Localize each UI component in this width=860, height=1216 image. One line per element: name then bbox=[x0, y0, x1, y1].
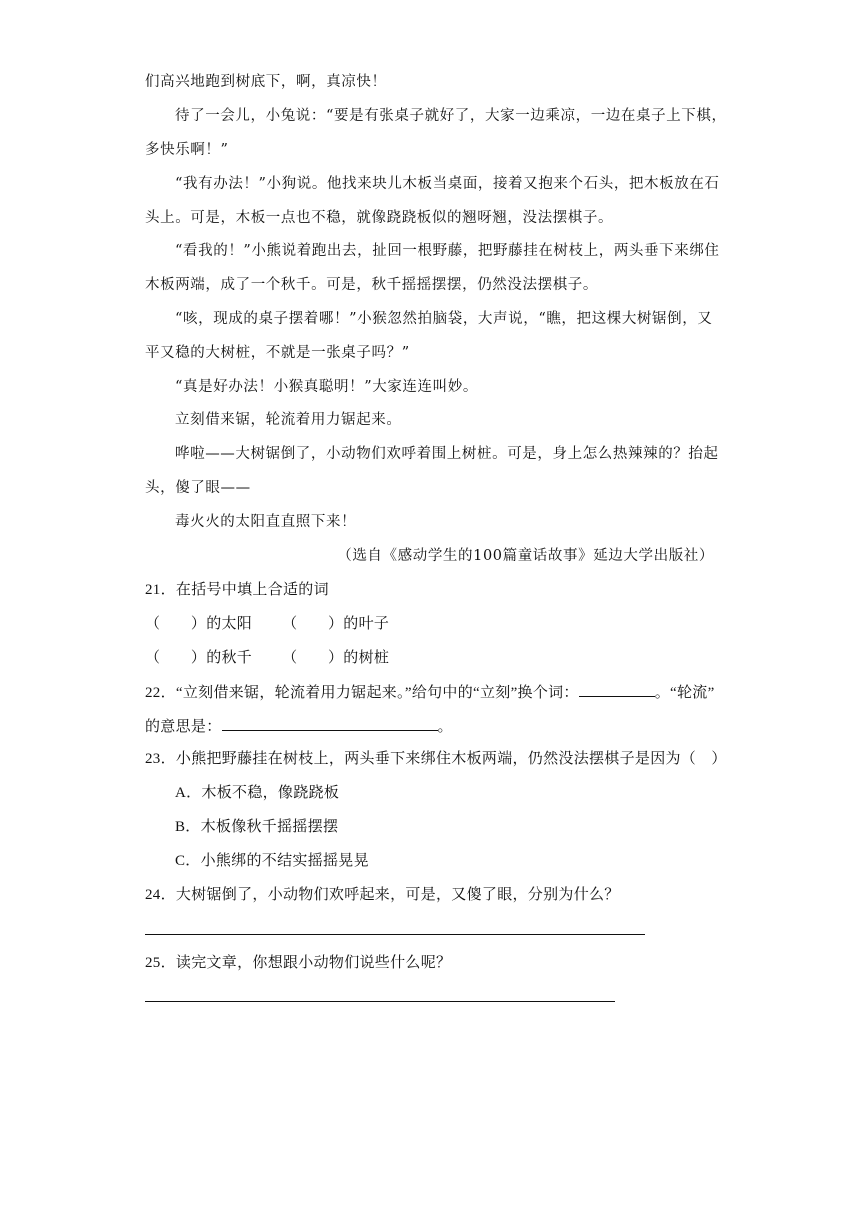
question-21-title: 21．在括号中填上合适的词 bbox=[145, 582, 329, 598]
story-line-2: 待了一会儿，小兔说：“要是有张桌子就好了，大家一边乘凉，一边在桌子上下棋， bbox=[175, 108, 727, 124]
question-25-title: 25．读完文章，你想跟小动物们说些什么呢？ bbox=[145, 955, 452, 971]
question-22-text: 22．“立刻借来锯，轮流着用力锯起来。”给句中的“立刻”换个词： bbox=[145, 685, 579, 701]
story-line-6: “看我的！”小熊说着跑出去，扯回一根野藤，把野藤挂在树枝上，两头垂下来绑住 bbox=[175, 243, 720, 259]
question-22-line-2 bbox=[145, 716, 453, 737]
question-21-row-2 bbox=[145, 648, 419, 668]
question-22-text-3: 的意思是： bbox=[145, 719, 222, 735]
story-line-11: 立刻借来锯，轮流着用力锯起来。 bbox=[175, 412, 402, 428]
question-22-text-4: 。 bbox=[437, 719, 453, 735]
story-line-7: 木板两端，成了一个秋千。可是，秋千摇摇摆摆，仍然没法摆棋子。 bbox=[145, 277, 598, 293]
question-22-text-2: 。“轮流” bbox=[654, 685, 715, 701]
answer-line-24[interactable] bbox=[145, 934, 645, 935]
option-c[interactable]: C．小熊绑的不结实摇摇晃晃 bbox=[175, 853, 369, 869]
story-line-14: 毒火火的太阳直直照下来！ bbox=[175, 514, 357, 530]
blank-swing[interactable]: （ ）的秋千 bbox=[145, 650, 253, 666]
option-a[interactable]: A．木板不稳，像跷跷板 bbox=[175, 785, 340, 801]
question-24-title: 24．大树锯倒了，小动物们欢呼起来，可是，又傻了眼，分别为什么？ bbox=[145, 887, 620, 903]
answer-blank-meaning[interactable] bbox=[222, 716, 438, 731]
question-23-title: 23．小熊把野藤挂在树枝上，两头垂下来绑住木板两端，仍然没法摆棋子是因为（ ） bbox=[145, 751, 727, 767]
answer-line-25[interactable] bbox=[145, 1001, 615, 1002]
story-line-9: 平又稳的大树桩，不就是一张桌子吗？” bbox=[145, 345, 410, 361]
option-b[interactable]: B．木板像秋千摇摇摆摆 bbox=[175, 819, 339, 835]
story-line-3: 多快乐啊！” bbox=[145, 142, 229, 158]
story-line-13: 头，傻了眼—— bbox=[145, 480, 251, 496]
story-source: （选自《感动学生的100篇童话故事》延边大学出版社） bbox=[337, 548, 714, 564]
story-line-10: “真是好办法！小猴真聪明！”大家连连叫妙。 bbox=[175, 379, 478, 395]
answer-blank-synonym[interactable] bbox=[579, 682, 655, 697]
blank-sun[interactable]: （ ）的太阳 bbox=[145, 616, 253, 632]
story-line-12: 哗啦——大树锯倒了，小动物们欢呼着围上树桩。可是，身上怎么热辣辣的？抬起 bbox=[175, 446, 719, 462]
story-line-8: “咳，现成的桌子摆着哪！”小猴忽然拍脑袋，大声说，“瞧，把这棵大树锯倒，又 bbox=[175, 311, 713, 327]
question-21-row-1 bbox=[145, 614, 419, 634]
blank-leaves[interactable]: （ ）的叶子 bbox=[282, 616, 390, 632]
blank-stump[interactable]: （ ）的树桩 bbox=[282, 650, 390, 666]
question-22-line-1 bbox=[145, 682, 715, 703]
story-line-5: 头上。可是，木板一点也不稳，就像跷跷板似的翘呀翘，没法摆棋子。 bbox=[145, 210, 614, 226]
story-line-1: 们高兴地跑到树底下，啊，真凉快！ bbox=[145, 74, 387, 90]
story-line-4: “我有办法！”小狗说。他找来块儿木板当桌面，接着又抱来个石头，把木板放在石 bbox=[175, 176, 720, 192]
